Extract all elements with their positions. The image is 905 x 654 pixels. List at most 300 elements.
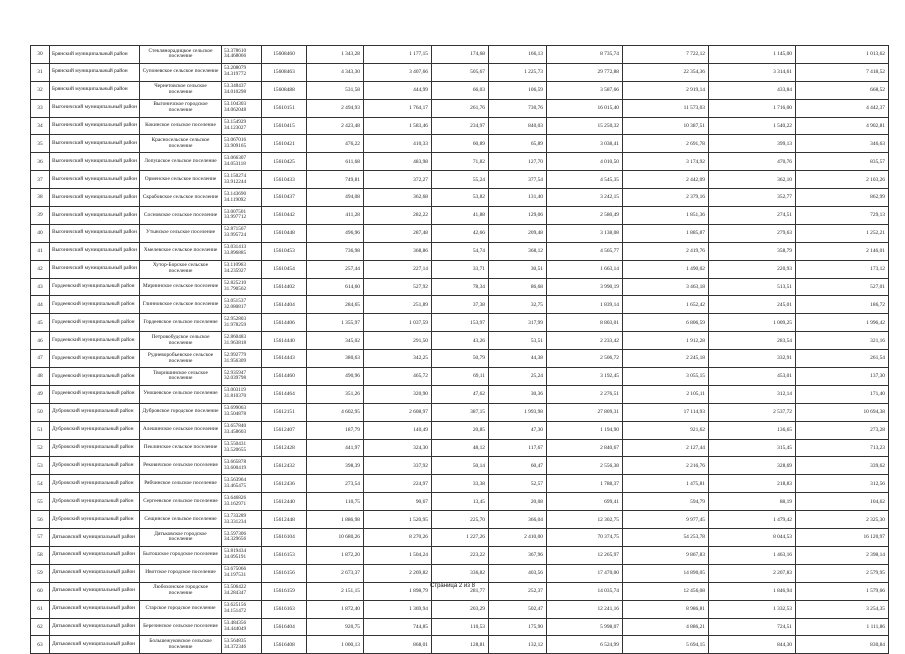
value-3-cell: 505,67: [432, 63, 489, 81]
table-row: [31, 314, 889, 332]
value-5-cell: 16 015,40: [547, 99, 623, 117]
settlement-name-cell: Чернетовское сельское поселение: [140, 81, 222, 99]
value-3-cell: 234,97: [432, 117, 489, 135]
value-1-cell: 284,65: [307, 296, 364, 314]
value-5-cell: 8 803,01: [547, 314, 623, 332]
table-row: [31, 493, 889, 511]
value-1-cell: 411,28: [307, 207, 364, 225]
oktmo-code-cell: 15610151: [262, 99, 307, 117]
row-number-cell: 37: [31, 171, 50, 189]
value-3-cell: 55,24: [432, 171, 489, 189]
value-8-cell: 10 694,38: [796, 403, 889, 421]
value-8-cell: 137,30: [796, 368, 889, 386]
settlement-name-cell: Дятьковское городское поселение: [140, 529, 222, 547]
value-2-cell: 282,22: [364, 207, 432, 225]
value-2-cell: 1 898,79: [364, 582, 432, 600]
value-6-cell: 8 986,81: [623, 600, 709, 618]
value-5-cell: 2 840,67: [547, 439, 623, 457]
value-2-cell: 342,25: [364, 350, 432, 368]
value-2-cell: 465,72: [364, 368, 432, 386]
value-7-cell: 1 540,22: [709, 117, 796, 135]
oktmo-code-cell: 15610433: [262, 171, 307, 189]
value-4-cell: 131,40: [489, 189, 547, 207]
value-6-cell: 2 691,78: [623, 135, 709, 153]
value-8-cell: 4 442,37: [796, 99, 889, 117]
value-6-cell: 22 354,36: [623, 63, 709, 81]
value-1-cell: 257,44: [307, 260, 364, 278]
district-name-cell: Выгоничский муниципальный район: [50, 260, 140, 278]
table-row: [31, 457, 889, 475]
settlement-name-cell: Старское городское поселение: [140, 600, 222, 618]
value-4-cell: 117,67: [489, 439, 547, 457]
value-8-cell: 1 996,42: [796, 314, 889, 332]
value-7-cell: 245,01: [709, 296, 796, 314]
district-name-cell: Гордеевский муниципальный район: [50, 368, 140, 386]
value-7-cell: 724,51: [709, 618, 796, 636]
value-6-cell: 1 912,28: [623, 332, 709, 350]
coordinates-cell: 53.563964 33.465475: [222, 475, 262, 493]
value-3-cell: 53,82: [432, 189, 489, 207]
value-8-cell: 2 103,26: [796, 171, 889, 189]
value-2-cell: 1 177,15: [364, 46, 432, 64]
table-row: [31, 46, 889, 64]
district-name-cell: Дубровский муниципальный район: [50, 457, 140, 475]
value-7-cell: 362,10: [709, 171, 796, 189]
table-row: [31, 81, 889, 99]
value-3-cell: 20,85: [432, 421, 489, 439]
value-8-cell: 261,54: [796, 350, 889, 368]
value-7-cell: 513,51: [709, 278, 796, 296]
value-1-cell: 2 151,15: [307, 582, 364, 600]
table-row: [31, 260, 889, 278]
settlement-name-cell: Красносельское сельское поселение: [140, 135, 222, 153]
table-row: [31, 153, 889, 171]
value-7-cell: 2 537,72: [709, 403, 796, 421]
value-1-cell: 490,96: [307, 368, 364, 386]
settlement-name-cell: Уношевское сельское поселение: [140, 385, 222, 403]
row-number-cell: 62: [31, 618, 50, 636]
table-row: [31, 421, 889, 439]
coordinates-cell: 53.378610 34.468066: [222, 46, 262, 64]
row-number-cell: 39: [31, 207, 50, 225]
value-6-cell: 4 886,21: [623, 618, 709, 636]
value-5-cell: 4 565,77: [547, 242, 623, 260]
value-7-cell: 8 044,53: [709, 529, 796, 547]
value-4-cell: 2 410,00: [489, 529, 547, 547]
settlement-name-cell: Рудневоробьевское сельское поселение: [140, 350, 222, 368]
district-name-cell: Дятьковский муниципальный район: [50, 529, 140, 547]
value-4-cell: 52,57: [489, 475, 547, 493]
value-6-cell: 11 573,03: [623, 99, 709, 117]
value-5-cell: 12 241,16: [547, 600, 623, 618]
oktmo-code-cell: 15616156: [262, 564, 307, 582]
value-6-cell: 2 442,09: [623, 171, 709, 189]
value-4-cell: 317,99: [489, 314, 547, 332]
district-name-cell: Гордеевский муниципальный район: [50, 314, 140, 332]
value-1-cell: 736,98: [307, 242, 364, 260]
value-8-cell: 2 398,14: [796, 546, 889, 564]
settlement-name-cell: Скрабовское сельское поселение: [140, 189, 222, 207]
value-7-cell: 433,84: [709, 81, 796, 99]
row-number-cell: 34: [31, 117, 50, 135]
document-sheet: [30, 45, 888, 654]
value-8-cell: 713,23: [796, 439, 889, 457]
value-7-cell: 1 479,42: [709, 511, 796, 529]
value-7-cell: 1 846,94: [709, 582, 796, 600]
value-1-cell: 4 343,30: [307, 63, 364, 81]
row-number-cell: 43: [31, 278, 50, 296]
row-number-cell: 48: [31, 368, 50, 386]
value-8-cell: 668,52: [796, 81, 889, 99]
table-row: [31, 636, 889, 654]
value-4-cell: 840,03: [489, 117, 547, 135]
district-name-cell: Дятьковский муниципальный район: [50, 546, 140, 564]
district-name-cell: Гордеевский муниципальный район: [50, 296, 140, 314]
value-5-cell: 29 772,88: [547, 63, 623, 81]
value-1-cell: 920,75: [307, 618, 364, 636]
value-4-cell: 106,59: [489, 81, 547, 99]
value-7-cell: 2 207,83: [709, 564, 796, 582]
value-4-cell: 30,51: [489, 260, 547, 278]
district-name-cell: Выгоничский муниципальный район: [50, 242, 140, 260]
value-2-cell: 224,97: [364, 475, 432, 493]
table-row: [31, 135, 889, 153]
oktmo-code-cell: 15616153: [262, 546, 307, 564]
table-row: [31, 296, 889, 314]
value-5-cell: 4 545,35: [547, 171, 623, 189]
value-1-cell: 110,75: [307, 493, 364, 511]
value-1-cell: 476,22: [307, 135, 364, 153]
value-3-cell: 66,03: [432, 81, 489, 99]
value-2-cell: 287,48: [364, 224, 432, 242]
settlement-name-cell: Кокинское сельское поселение: [140, 117, 222, 135]
value-2-cell: 2 269,82: [364, 564, 432, 582]
value-2-cell: 1 037,59: [364, 314, 432, 332]
value-3-cell: 110,53: [432, 618, 489, 636]
oktmo-code-cell: 15608488: [262, 81, 307, 99]
value-3-cell: 1 227,26: [432, 529, 489, 547]
district-name-cell: Дубровский муниципальный район: [50, 475, 140, 493]
value-8-cell: 346,63: [796, 135, 889, 153]
coordinates-cell: 53.208079 34.319772: [222, 63, 262, 81]
value-3-cell: 69,11: [432, 368, 489, 386]
value-7-cell: 283,54: [709, 332, 796, 350]
value-5-cell: 1 663,14: [547, 260, 623, 278]
value-6-cell: 2 245,18: [623, 350, 709, 368]
table-row: [31, 546, 889, 564]
value-5-cell: 3 192,45: [547, 368, 623, 386]
settlement-name-cell: Рековичское сельское поселение: [140, 457, 222, 475]
district-name-cell: Выгоничский муниципальный район: [50, 117, 140, 135]
value-4-cell: 252,37: [489, 582, 547, 600]
settlement-name-cell: Сещинское сельское поселение: [140, 511, 222, 529]
table-row: [31, 278, 889, 296]
page-number: Страница 2 из 8: [430, 583, 475, 589]
value-3-cell: 225,70: [432, 511, 489, 529]
value-1-cell: 2 494,93: [307, 99, 364, 117]
settlement-name-cell: Утынское сельское поселение: [140, 224, 222, 242]
value-3-cell: 153,97: [432, 314, 489, 332]
value-4-cell: 30,36: [489, 385, 547, 403]
value-8-cell: 171,40: [796, 385, 889, 403]
value-2-cell: 1 369,94: [364, 600, 432, 618]
value-5-cell: 3 587,66: [547, 81, 623, 99]
table-row: [31, 439, 889, 457]
table-row: [31, 189, 889, 207]
value-8-cell: 7 418,52: [796, 63, 889, 81]
value-7-cell: 1 009,25: [709, 314, 796, 332]
settlement-name-cell: Большежуковское сельское поселение: [140, 636, 222, 654]
row-number-cell: 60: [31, 582, 50, 600]
value-1-cell: 398,39: [307, 457, 364, 475]
value-7-cell: 1 145,00: [709, 46, 796, 64]
value-4-cell: 129,06: [489, 207, 547, 225]
value-5-cell: 17 470,00: [547, 564, 623, 582]
value-5-cell: 2 506,72: [547, 350, 623, 368]
value-4-cell: 32,75: [489, 296, 547, 314]
value-8-cell: 186,72: [796, 296, 889, 314]
district-name-cell: Дятьковский муниципальный район: [50, 582, 140, 600]
oktmo-code-cell: 15610421: [262, 135, 307, 153]
row-number-cell: 57: [31, 529, 50, 547]
value-1-cell: 531,58: [307, 81, 364, 99]
value-2-cell: 362,68: [364, 189, 432, 207]
table-row: [31, 475, 889, 493]
value-5-cell: 12 302,75: [547, 511, 623, 529]
value-2-cell: 324,30: [364, 439, 432, 457]
value-8-cell: 104,62: [796, 493, 889, 511]
settlement-name-cell: Сергеевское сельское поселение: [140, 493, 222, 511]
coordinates-cell: 53.625156 34.151472: [222, 600, 262, 618]
value-8-cell: 1 111,86: [796, 618, 889, 636]
value-2-cell: 2 608,97: [364, 403, 432, 421]
table-row: [31, 618, 889, 636]
value-6-cell: 1 851,36: [623, 207, 709, 225]
coordinates-cell: 53.348437 34.010298: [222, 81, 262, 99]
row-number-cell: 46: [31, 332, 50, 350]
value-3-cell: 13,45: [432, 493, 489, 511]
value-1-cell: 1 343,28: [307, 46, 364, 64]
value-5-cell: 1 839,14: [547, 296, 623, 314]
value-8-cell: 3 254,35: [796, 600, 889, 618]
oktmo-code-cell: 15614464: [262, 385, 307, 403]
settlement-name-cell: Творишинское сельское поселение: [140, 368, 222, 386]
settlement-name-cell: Рябчинское сельское поселение: [140, 475, 222, 493]
coordinates-cell: 52.952803 31.978259: [222, 314, 262, 332]
value-6-cell: 9 867,83: [623, 546, 709, 564]
value-7-cell: 218,83: [709, 475, 796, 493]
table-body: [31, 46, 889, 654]
coordinates-cell: 53.003119 31.810370: [222, 385, 262, 403]
table-row: [31, 511, 889, 529]
oktmo-code-cell: 15610454: [262, 260, 307, 278]
value-7-cell: 1 463,16: [709, 546, 796, 564]
settlement-name-cell: Березинское сельское поселение: [140, 618, 222, 636]
coordinates-cell: 53.031413 33.896885: [222, 242, 262, 260]
value-6-cell: 9 977,45: [623, 511, 709, 529]
value-1-cell: 345,02: [307, 332, 364, 350]
oktmo-code-cell: 15612432: [262, 457, 307, 475]
value-3-cell: 223,22: [432, 546, 489, 564]
coordinates-cell: 53.051537 32.080817: [222, 296, 262, 314]
value-6-cell: 6 806,59: [623, 314, 709, 332]
district-name-cell: Гордеевский муниципальный район: [50, 350, 140, 368]
value-6-cell: 17 114,93: [623, 403, 709, 421]
table-row: [31, 529, 889, 547]
district-name-cell: Дубровский муниципальный район: [50, 421, 140, 439]
value-8-cell: 2 579,95: [796, 564, 889, 582]
value-3-cell: 43,26: [432, 332, 489, 350]
oktmo-code-cell: 15612428: [262, 439, 307, 457]
settlement-name-cell: Алешинское сельское поселение: [140, 421, 222, 439]
value-6-cell: 3 055,15: [623, 368, 709, 386]
row-number-cell: 47: [31, 350, 50, 368]
value-5-cell: 3 990,19: [547, 278, 623, 296]
value-3-cell: 261,76: [432, 99, 489, 117]
value-3-cell: 78,34: [432, 278, 489, 296]
value-4-cell: 1 993,98: [489, 403, 547, 421]
oktmo-code-cell: 15614406: [262, 314, 307, 332]
value-1-cell: 1 872,40: [307, 600, 364, 618]
oktmo-code-cell: 15616159: [262, 582, 307, 600]
value-2-cell: 868,01: [364, 636, 432, 654]
value-8-cell: 835,57: [796, 153, 889, 171]
value-3-cell: 174,68: [432, 46, 489, 64]
settlement-name-cell: Хмелевское сельское поселение: [140, 242, 222, 260]
value-8-cell: 2 325,30: [796, 511, 889, 529]
value-6-cell: 2 216,76: [623, 457, 709, 475]
value-6-cell: 5 694,15: [623, 636, 709, 654]
table-row: [31, 207, 889, 225]
settlement-name-cell: Орменское сельское поселение: [140, 171, 222, 189]
value-5-cell: 1 194,90: [547, 421, 623, 439]
row-number-cell: 49: [31, 385, 50, 403]
row-number-cell: 58: [31, 546, 50, 564]
coordinates-cell: 53.646826 33.162971: [222, 493, 262, 511]
district-name-cell: Дятьковский муниципальный район: [50, 618, 140, 636]
value-3-cell: 54,74: [432, 242, 489, 260]
value-7-cell: 470,76: [709, 153, 796, 171]
settlement-name-cell: Сосновское сельское поселение: [140, 207, 222, 225]
settlement-name-cell: Любохонское городское поселение: [140, 582, 222, 600]
value-3-cell: 336,82: [432, 564, 489, 582]
value-4-cell: 175,90: [489, 618, 547, 636]
row-number-cell: 52: [31, 439, 50, 457]
oktmo-code-cell: 15612448: [262, 511, 307, 529]
row-number-cell: 44: [31, 296, 50, 314]
row-number-cell: 38: [31, 189, 50, 207]
value-3-cell: 50,14: [432, 457, 489, 475]
row-number-cell: 51: [31, 421, 50, 439]
district-name-cell: Гордеевский муниципальный район: [50, 385, 140, 403]
value-1-cell: 4 602,95: [307, 403, 364, 421]
value-6-cell: 2 105,11: [623, 385, 709, 403]
value-8-cell: 312,56: [796, 475, 889, 493]
value-6-cell: 7 722,12: [623, 46, 709, 64]
oktmo-code-cell: 15612407: [262, 421, 307, 439]
value-3-cell: 60,89: [432, 135, 489, 153]
value-7-cell: 136,65: [709, 421, 796, 439]
district-name-cell: Выгоничский муниципальный район: [50, 207, 140, 225]
row-number-cell: 36: [31, 153, 50, 171]
value-2-cell: 1 764,17: [364, 99, 432, 117]
coordinates-cell: 52.992779 31.956309: [222, 350, 262, 368]
settlement-name-cell: Стеклянорадицкое сельское поселение: [140, 46, 222, 64]
district-name-cell: Выгоничский муниципальный район: [50, 99, 140, 117]
oktmo-code-cell: 15610448: [262, 224, 307, 242]
value-2-cell: 251,89: [364, 296, 432, 314]
value-4-cell: 44,38: [489, 350, 547, 368]
value-5-cell: 1 788,37: [547, 475, 623, 493]
table-row: [31, 600, 889, 618]
row-number-cell: 53: [31, 457, 50, 475]
row-number-cell: 55: [31, 493, 50, 511]
value-4-cell: 25,24: [489, 368, 547, 386]
value-5-cell: 8 735,74: [547, 46, 623, 64]
oktmo-code-cell: 15610453: [262, 242, 307, 260]
row-number-cell: 30: [31, 46, 50, 64]
value-1-cell: 1 872,20: [307, 546, 364, 564]
settlement-name-cell: Мирнинское сельское поселение: [140, 278, 222, 296]
value-5-cell: 2 580,49: [547, 207, 623, 225]
value-1-cell: 441,97: [307, 439, 364, 457]
value-4-cell: 366,04: [489, 511, 547, 529]
value-7-cell: 279,63: [709, 224, 796, 242]
row-number-cell: 42: [31, 260, 50, 278]
value-3-cell: 33,71: [432, 260, 489, 278]
value-8-cell: 1 252,21: [796, 224, 889, 242]
value-8-cell: 173,12: [796, 260, 889, 278]
coordinates-cell: 53.665878 33.600419: [222, 457, 262, 475]
oktmo-code-cell: 15616408: [262, 636, 307, 654]
value-5-cell: 14 035,74: [547, 582, 623, 600]
value-4-cell: 60,47: [489, 457, 547, 475]
value-7-cell: 332,91: [709, 350, 796, 368]
value-5-cell: 5 998,07: [547, 618, 623, 636]
value-3-cell: 33,38: [432, 475, 489, 493]
coordinates-cell: 53.550431 33.520655: [222, 439, 262, 457]
value-7-cell: 220,93: [709, 260, 796, 278]
value-4-cell: 367,96: [489, 546, 547, 564]
value-4-cell: 209,48: [489, 224, 547, 242]
value-5-cell: 3 138,08: [547, 224, 623, 242]
coordinates-cell: 53.104303 34.062048: [222, 99, 262, 117]
row-number-cell: 40: [31, 224, 50, 242]
value-7-cell: 453,01: [709, 368, 796, 386]
value-6-cell: 594,79: [623, 493, 709, 511]
value-4-cell: 47,30: [489, 421, 547, 439]
oktmo-code-cell: 15608463: [262, 63, 307, 81]
value-5-cell: 3 242,15: [547, 189, 623, 207]
value-7-cell: 358,79: [709, 242, 796, 260]
settlement-name-cell: Петровобудское сельское поселение: [140, 332, 222, 350]
table-row: [31, 368, 889, 386]
value-7-cell: 844,30: [709, 636, 796, 654]
value-3-cell: 42,66: [432, 224, 489, 242]
value-1-cell: 2 423,48: [307, 117, 364, 135]
coordinates-cell: 53.484356 34.444049: [222, 618, 262, 636]
value-7-cell: 352,77: [709, 189, 796, 207]
value-8-cell: 273,28: [796, 421, 889, 439]
value-1-cell: 273,54: [307, 475, 364, 493]
district-name-cell: Дубровский муниципальный район: [50, 511, 140, 529]
coordinates-cell: 53.564835 34.372346: [222, 636, 262, 654]
value-4-cell: 502,47: [489, 600, 547, 618]
district-name-cell: Дубровский муниципальный район: [50, 493, 140, 511]
coordinates-cell: 53.733289 33.331234: [222, 511, 262, 529]
district-name-cell: Дубровский муниципальный район: [50, 439, 140, 457]
value-8-cell: 729,13: [796, 207, 889, 225]
